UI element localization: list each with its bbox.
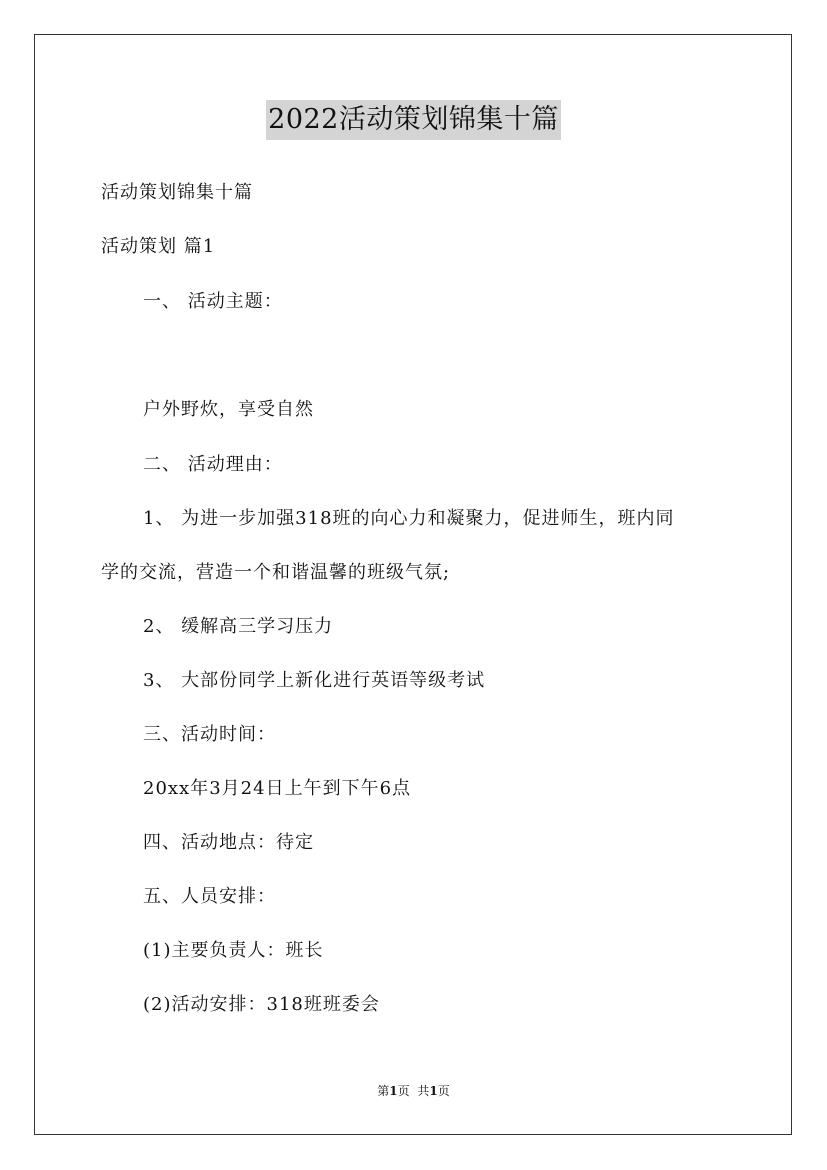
paragraph-line: 1、 为进一步加强318班的向心力和凝聚力，促进师生，班内同 [143,508,675,529]
paragraph-line: 户外野炊，享受自然 [143,399,314,420]
footer-page-prefix: 第 [377,1084,390,1098]
paragraph-line: 五、人员安排： [143,886,276,907]
paragraph-line: 2、 缓解高三学习压力 [143,616,334,637]
subtitle-line: 活动策划锦集十篇 [101,182,253,203]
paragraph-line: 三、活动时间： [143,724,276,745]
section-heading: 活动策划 篇1 [101,236,216,257]
footer-page-suffix: 页 [397,1084,410,1098]
page-footer [0,1083,827,1099]
paragraph-line: 20xx年3月24日上午到下午6点 [143,778,412,799]
title-container [0,100,827,140]
paragraph-line: (1)主要负责人：班长 [143,940,324,961]
paragraph-line: 3、 大部份同学上新化进行英语等级考试 [143,670,486,691]
paragraph-line: 一、 活动主题： [143,291,283,312]
footer-total-prefix: 共 [417,1084,430,1098]
paragraph-line: (2)活动安排：318班班委会 [143,994,380,1015]
footer-page-number: 1 [389,1084,398,1098]
paragraph-line: 二、 活动理由： [143,454,283,475]
footer-total-suffix: 页 [437,1084,450,1098]
footer-total-pages: 1 [429,1084,438,1098]
document-title: 2022活动策划锦集十篇 [266,100,561,140]
paragraph-line: 学的交流，营造一个和谐温馨的班级气氛; [101,562,451,583]
paragraph-line: 四、活动地点：待定 [143,832,314,853]
